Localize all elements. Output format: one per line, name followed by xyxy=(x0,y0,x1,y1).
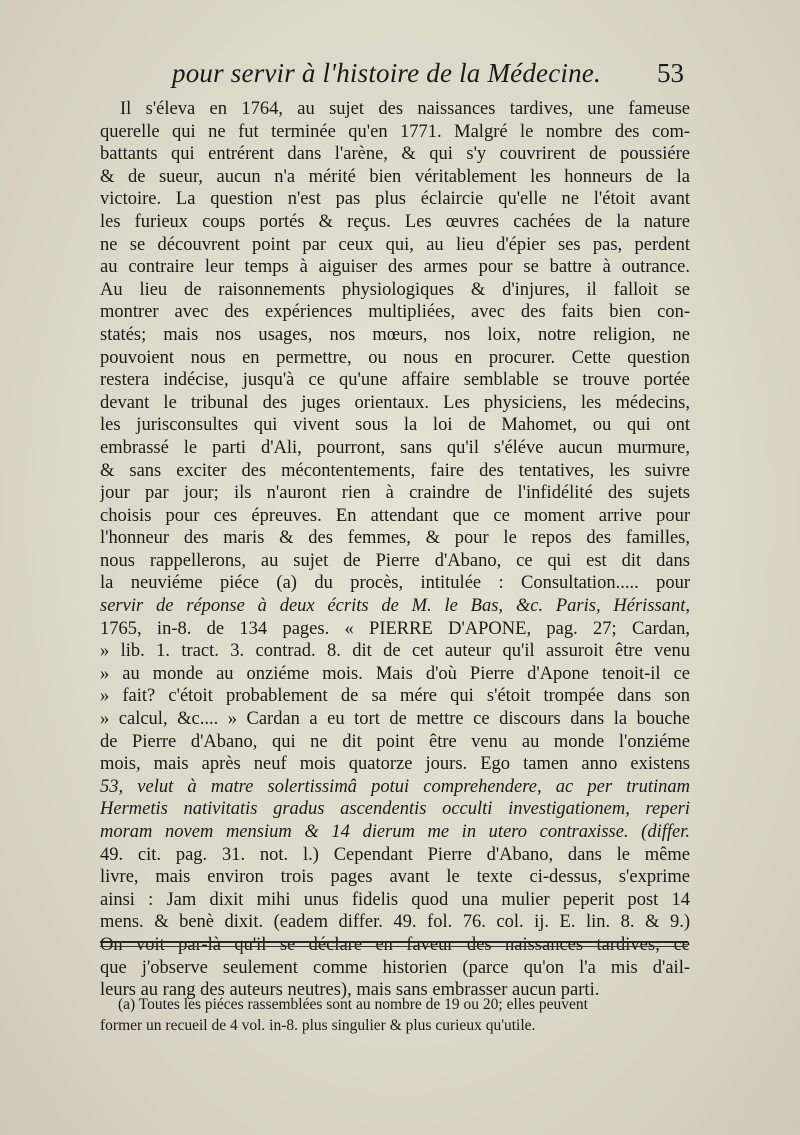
text-line: querelle qui ne fut terminée qu'en 1771. Malgré le nombre des com- xyxy=(100,121,690,142)
text-line: » calcul, &c.... » Cardan a eu tort de mettre ce discours dans la bouche xyxy=(100,709,690,730)
text-line: ainsi : Jam dixit mihi unus fidelis quod una mulier peperit post 14 xyxy=(100,889,690,910)
text-line: servir de réponse à deux écrits de M. le Bas, &c. Paris, Hérissant, xyxy=(100,596,690,617)
text-line: Au lieu de raisonnements physiologiques & d'injures, il falloit se xyxy=(100,279,690,300)
text-line: victoire. La question n'est pas plus éclaircie qu'elle ne l'étoit avant xyxy=(100,189,690,210)
text-line: que j'observe seulement comme historien (parce qu'on l'a mis d'ail- xyxy=(100,957,690,978)
page-number: 53 xyxy=(657,58,684,88)
text-line: devant le tribunal des juges orientaux. Les physiciens, les médecins, xyxy=(100,392,690,413)
page-header xyxy=(172,58,684,98)
text-line: ne se découvrent point par ceux qui, au lieu d'épier ses pas, perdent xyxy=(100,234,690,255)
running-head: pour servir à l'histoire de la Médecine. xyxy=(172,58,601,88)
footnote-line: former un recueil de 4 vol. in-8. plus singulier & plus curieux qu'utile. xyxy=(100,1017,536,1034)
text-line: » au monde au onziéme mois. Mais d'où Pierre d'Apone tenoit-il ce xyxy=(100,663,690,684)
text-line: 53, velut à matre solertissimâ potui comprehendere, ac per trutinam xyxy=(100,776,690,797)
text-line: Il s'éleva en 1764, au sujet des naissances tardives, une fameuse xyxy=(120,99,690,119)
text-line: & de sueur, aucun n'a mérité bien véritablement les honneurs de la xyxy=(100,166,690,187)
text-line: les furieux coups portés & reçus. Les œuvres cachées de la nature xyxy=(100,211,690,232)
body-text xyxy=(100,98,690,1002)
text-line: On voit par-là qu'il se déclare en faveur des naissances tardives; ce xyxy=(100,934,690,955)
text-line: mens. & benè dixit. (eadem differ. 49. fol. 76. col. ij. E. lin. 8. & 9.) xyxy=(100,912,690,933)
footnote-line: (a) Toutes les piéces rassemblées sont au nombre de 19 ou 20; elles peuvent xyxy=(118,996,588,1013)
text-line: choisis pour ces épreuves. En attendant que ce moment arrive pour xyxy=(100,505,690,526)
text-line: l'honneur des maris & des femmes, & pour le repos des familles, xyxy=(100,528,690,549)
text-line: livre, mais environ trois pages avant le texte ci-dessus, s'exprime xyxy=(100,867,690,888)
text-line: nous rappellerons, au sujet de Pierre d'Abano, ce qui est dit dans xyxy=(100,550,690,571)
text-line: leurs au rang des auteurs neutres), mais sans embrasser aucun parti. xyxy=(100,980,600,1001)
text-line: montrer avec des expériences multipliées, avec des faits bien con- xyxy=(100,302,690,323)
text-line: jour par jour; ils n'auront rien à craindre de l'infidélité des sujets xyxy=(100,483,690,504)
footnote-rule xyxy=(100,941,688,943)
text-line: les jurisconsultes qui vivent sous la loi de Mahomet, ou qui ont xyxy=(100,415,690,436)
text-line: pouvoient nous en permettre, ou nous en procurer. Cette question xyxy=(100,347,690,368)
text-line: de Pierre d'Abano, qui ne dit point être venu au monde l'onziéme xyxy=(100,731,690,752)
text-line: au contraire leur temps à aiguiser des armes pour se battre à outrance. xyxy=(100,257,690,278)
text-line: Hermetis nativitatis gradus ascendentis occulti investigationem, reperi xyxy=(100,799,690,820)
text-line: » fait? c'étoit probablement de sa mére qui s'étoit trompée dans son xyxy=(100,686,690,707)
text-line: la neuviéme piéce (a) du procès, intitulée : Consultation..... pour xyxy=(100,573,690,594)
footnote-rule-thin xyxy=(100,946,688,947)
text-line: restera indécise, jusqu'à ce qu'une affaire semblable se trouve portée xyxy=(100,370,690,391)
text-line: embrassé le parti d'Ali, pourront, sans qu'il s'éléve aucun murmure, xyxy=(100,437,690,458)
text-line: statés; mais nos usages, nos mœurs, nos loix, notre religion, ne xyxy=(100,324,690,345)
text-line: & sans exciter des mécontentements, faire des tentatives, les suivre xyxy=(100,460,690,481)
text-line: 49. cit. pag. 31. not. l.) Cependant Pierre d'Abano, dans le même xyxy=(100,844,690,865)
text-line: moram novem mensium & 14 dierum me in utero contraxisse. (differ. xyxy=(100,822,690,842)
text-line: » lib. 1. tract. 3. contrad. 8. dit de cet auteur qu'il assuroit être venu xyxy=(100,641,690,662)
footnote xyxy=(100,994,688,1036)
text-line: 1765, in-8. de 134 pages. « PIERRE D'APONE, pag. 27; Cardan, xyxy=(100,618,690,639)
text-line: mois, mais après neuf mois quatorze jours. Ego tamen anno existens xyxy=(100,754,690,775)
text-line: battants qui entrérent dans l'arène, & qui s'y couvrirent de poussiére xyxy=(100,144,690,165)
